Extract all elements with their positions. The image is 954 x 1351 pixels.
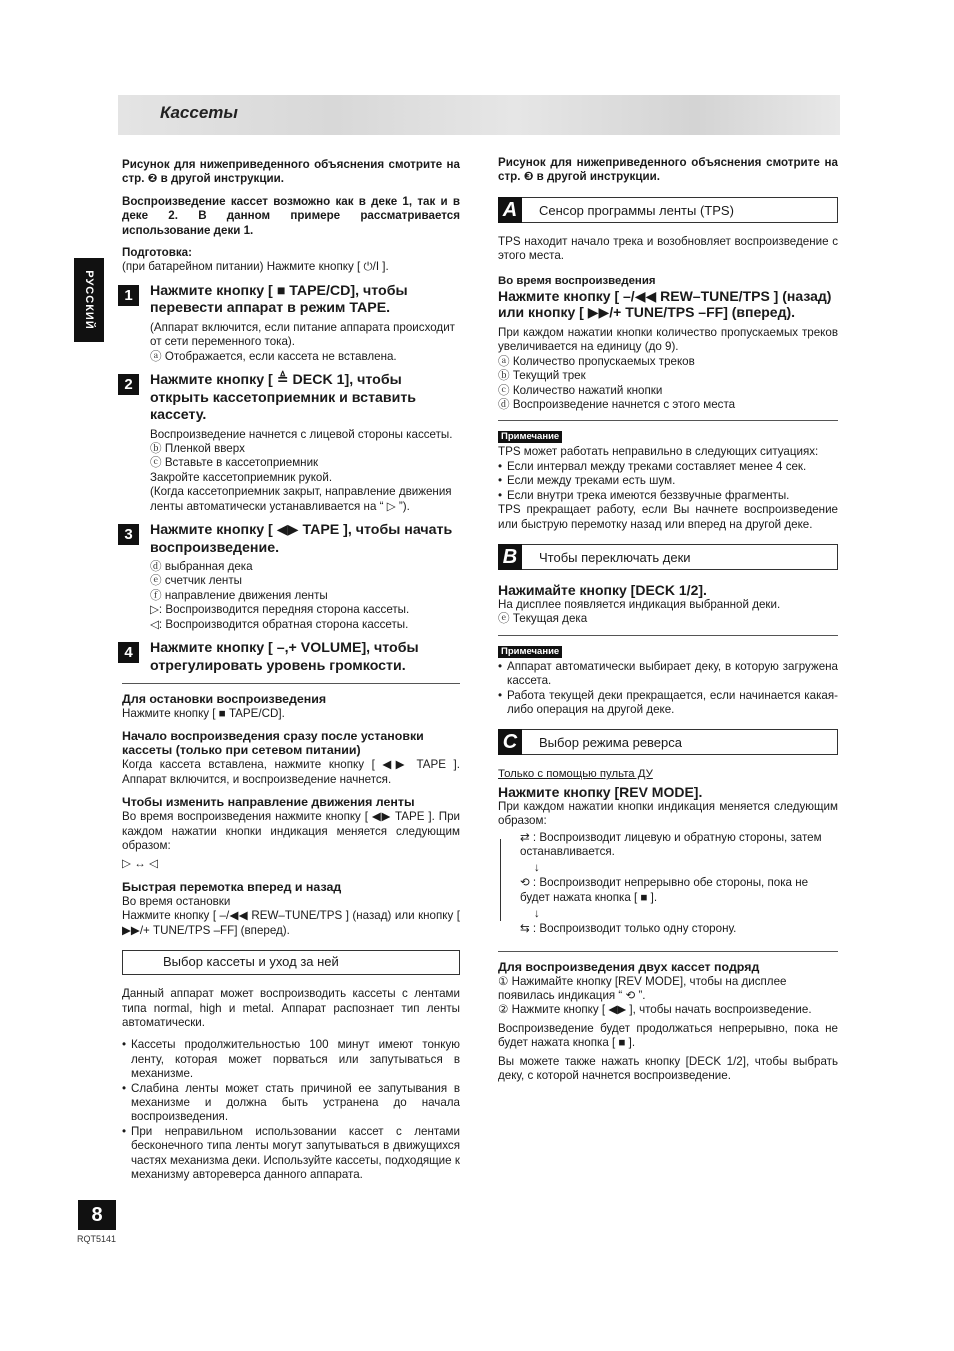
note-tag: Примечание bbox=[498, 646, 562, 658]
two-text-2: Вы можете также нажать кнопку [DECK 1/2], чтобы выбрать деку, с которой начнется воспроизведение. bbox=[498, 1054, 838, 1083]
direction-seq: ▷ ↔ ◁ bbox=[122, 857, 158, 871]
note1-end: TPS прекращает работу, если Вы начнете воспроизведение или быструю перемотку назад или вперед на другой деке. bbox=[498, 503, 838, 531]
rev-item: ⇆ : Воспроизводит только одну сторону. bbox=[520, 922, 737, 936]
care-bullet: • Кассеты продолжительностью 100 минут имеют тонкую ленту, которая может порваться или запутываться в механизме. bbox=[122, 1038, 460, 1081]
tps-item: ⓐ Количество пропускаемых треков bbox=[498, 354, 695, 368]
page-title: Кассеты bbox=[160, 103, 238, 122]
section-a-label: Сенсор программы ленты (TPS) bbox=[539, 202, 734, 218]
divider bbox=[122, 683, 460, 684]
note2-bullet: • Работа текущей деки прекращается, если начинается какая-либо операция на другой деке. bbox=[498, 689, 838, 718]
note1-bullet: • Если внутри трека имеются беззвучные фрагменты. bbox=[498, 489, 838, 503]
section-a-box bbox=[498, 197, 838, 223]
during-play: Во время воспроизведения bbox=[498, 274, 656, 287]
care-bullet: • При неправильном использовании кассет с лентами бесконечного типа ленты могут запутываться в движущихся частях механизма деки. Используйте кассеты, подходящие к механизму автореверса данного аппарата. bbox=[122, 1125, 460, 1183]
divider bbox=[498, 420, 838, 421]
intro-deck-info: Воспроизведение кассет возможно как в деке 1, так и в деке 2. В данном примере рассматривается использование деки 1. bbox=[122, 194, 460, 237]
rev-text: При каждом нажатии кнопки индикация меняется следующим образом: bbox=[498, 799, 838, 828]
language-tab-label: РУССКИЙ bbox=[83, 270, 96, 330]
step-title: Нажмите кнопку [ –,+ VOLUME], чтобы отрегулировать уровень громкости. bbox=[150, 640, 419, 674]
section-b-letter: B bbox=[498, 544, 522, 570]
prep-text: (при батарейном питании) Нажмите кнопку [ ⏻/I ]. bbox=[122, 260, 389, 274]
step-line: ▷: Воспроизводится передняя сторона кассеты. bbox=[150, 603, 410, 617]
care-bullet: • Слабина ленты может стать причиной ее запутывания в механизме и должна быть устранена до начала воспроизведения. bbox=[122, 1082, 460, 1125]
left-column bbox=[122, 158, 460, 1182]
two-text-1: Воспроизведение будет продолжаться непрерывно, пока не будет нажата кнопка [ ■ ]. bbox=[498, 1021, 838, 1050]
care-box-label: Выбор кассеты и уход за ней bbox=[163, 954, 339, 970]
deck-item: ⓔ Текущая дека bbox=[498, 612, 588, 626]
right-column bbox=[498, 156, 838, 1087]
step-number: 1 bbox=[118, 285, 139, 306]
care-text: Данный аппарат может воспроизводить кассеты с лентами типа normal, high и metal. Аппарат распознает тип ленты автоматически. bbox=[122, 987, 460, 1029]
deck-command: Нажимайте кнопку [DECK 1/2]. bbox=[498, 581, 707, 598]
ff-title: Быстрая перемотка вперед и назад bbox=[122, 879, 342, 894]
start-title: Начало воспроизведения сразу после установки кассеты (только при сетевом питании) bbox=[122, 729, 424, 758]
start-text: Когда кассета вставлена, нажмите кнопку [ ◀▶ TAPE ]. Аппарат включится, и воспроизведение начнется. bbox=[122, 758, 460, 786]
step-line: (Когда кассетоприемник закрыт, направление движения ленты автоматически устанавливается на “ ▷ ”). bbox=[150, 485, 452, 513]
tps-item: ⓑ Текущий трек bbox=[498, 369, 586, 383]
step-line: ⓐ Отображается, если кассета не вставлена. bbox=[150, 349, 397, 363]
rev-item: ⇄ : Воспроизводит лицевую и обратную стороны, затем останавливается. bbox=[520, 830, 822, 858]
intro-ref: Рисунок для нижеприведенного объяснения смотрите на стр. ❷ в другой инструкции. bbox=[122, 158, 460, 186]
flow-line bbox=[500, 839, 501, 921]
step-title: Нажмите кнопку [ ≜ DECK 1], чтобы открыть кассетоприемник и вставить кассету. bbox=[150, 372, 417, 424]
tps-text: TPS находит начало трека и возобновляет воспроизведение с этого места. bbox=[498, 234, 838, 263]
prep-title: Подготовка: bbox=[122, 246, 192, 260]
section-a-letter: A bbox=[498, 197, 522, 223]
step-line: ⓑ Пленкой вверх bbox=[150, 441, 245, 455]
step-title: Нажмите кнопку [ ◀▶ TAPE ], чтобы начать воспроизведение. bbox=[150, 522, 453, 556]
step-4 bbox=[122, 640, 460, 675]
tps-item: ⓒ Количество нажатий кнопки bbox=[498, 383, 663, 397]
care-box bbox=[122, 950, 460, 975]
step-line: Закройте кассетоприемник рукой. bbox=[150, 470, 333, 484]
note1-intro: TPS может работать неправильно в следующих ситуациях: bbox=[498, 445, 819, 459]
tps-command: Нажмите кнопку [ –/◀◀ REW–TUNE/TPS ] (назад) или кнопку [ ▶▶/+ TUNE/TPS –FF] (вперед). bbox=[498, 288, 832, 321]
step-line: ⓒ Вставьте в кассетоприемник bbox=[150, 456, 319, 470]
section-c-box bbox=[498, 729, 838, 755]
down-arrow-icon: ↓ bbox=[534, 861, 540, 875]
stop-title: Для остановки воспроизведения bbox=[122, 692, 327, 707]
step-1 bbox=[122, 283, 460, 364]
step-line: ◁: Воспроизводится обратная сторона кассеты. bbox=[150, 617, 409, 631]
rev-command: Нажмите кнопку [REV MODE]. bbox=[498, 783, 703, 800]
language-tab bbox=[74, 258, 104, 342]
step-line: Воспроизведение начнется с лицевой стороны кассеты. bbox=[150, 427, 453, 441]
section-c-label: Выбор режима реверса bbox=[539, 735, 682, 751]
step-line: ⓔ счетчик ленты bbox=[150, 574, 242, 588]
section-c-letter: C bbox=[498, 729, 522, 755]
note1-bullet: • Если интервал между треками составляет менее 4 сек. bbox=[498, 460, 838, 474]
two-cassettes-title: Для воспроизведения двух кассет подряд bbox=[498, 959, 760, 974]
step-line: ⓕ направление движения ленты bbox=[150, 588, 328, 602]
ff-text-2: Нажмите кнопку [ –/◀◀ REW–TUNE/TPS ] (назад) или кнопку [ ▶▶/+ TUNE/TPS –FF] (вперед). bbox=[122, 909, 460, 937]
right-intro-ref: Рисунок для нижеприведенного объяснения смотрите на стр. ❸ в другой инструкции. bbox=[498, 156, 838, 184]
down-arrow-icon: ↓ bbox=[534, 907, 540, 921]
deck-text: На дисплее появляется индикация выбранной деки. bbox=[498, 597, 781, 611]
note1-bullet: • Если между треками есть шум. bbox=[498, 474, 838, 488]
doc-code: RQT5141 bbox=[77, 1234, 117, 1244]
rev-mode-flow bbox=[498, 831, 838, 937]
ff-text-1: Во время остановки bbox=[122, 894, 231, 908]
divider bbox=[498, 635, 838, 636]
step-title: Нажмите кнопку [ ■ TAPE/CD], чтобы перевести аппарат в режим TAPE. bbox=[150, 282, 408, 317]
step-line: (Аппарат включится, если питание аппарата происходит от сети переменного тока). bbox=[150, 320, 455, 349]
page-number: 8 bbox=[78, 1200, 116, 1230]
step-number: 2 bbox=[118, 374, 139, 395]
step-3 bbox=[122, 522, 460, 632]
tps-desc: При каждом нажатии кнопки количество пропускаемых треков увеличивается на единицу (до 9). bbox=[498, 326, 838, 354]
two-item: ② Нажмите кнопку [ ◀▶ ], чтобы начать воспроизведение. bbox=[498, 1003, 812, 1017]
note-tag: Примечание bbox=[498, 431, 562, 443]
step-number: 3 bbox=[118, 524, 139, 545]
section-b-box bbox=[498, 544, 838, 570]
note2-bullet: • Аппарат автоматически выбирает деку, в которую загружена кассета. bbox=[498, 660, 838, 689]
two-item: ① Нажимайте кнопку [REV MODE], чтобы на дисплее появилась индикация “ ⟲ ”. bbox=[498, 974, 787, 1002]
step-number: 4 bbox=[118, 642, 139, 663]
remote-only: Только с помощью пульта ДУ bbox=[498, 768, 653, 781]
stop-text: Нажмите кнопку [ ■ TAPE/CD]. bbox=[122, 707, 285, 721]
tps-item: ⓓ Воспроизведение начнется с этого места bbox=[498, 398, 736, 412]
step-line: ⓓ выбранная дека bbox=[150, 560, 253, 573]
rev-item: ⟲ : Воспроизводит непрерывно обе стороны, пока не будет нажата кнопка [ ■ ]. bbox=[520, 876, 809, 904]
step-2 bbox=[122, 372, 460, 514]
section-b-label: Чтобы переключать деки bbox=[539, 549, 691, 565]
direction-text: Во время воспроизведения нажмите кнопку [ ◀▶ TAPE ]. При каждом нажатии кнопки индикация меняется следующим образом: bbox=[122, 810, 460, 853]
divider bbox=[498, 951, 838, 952]
direction-title: Чтобы изменить направление движения ленты bbox=[122, 795, 415, 810]
